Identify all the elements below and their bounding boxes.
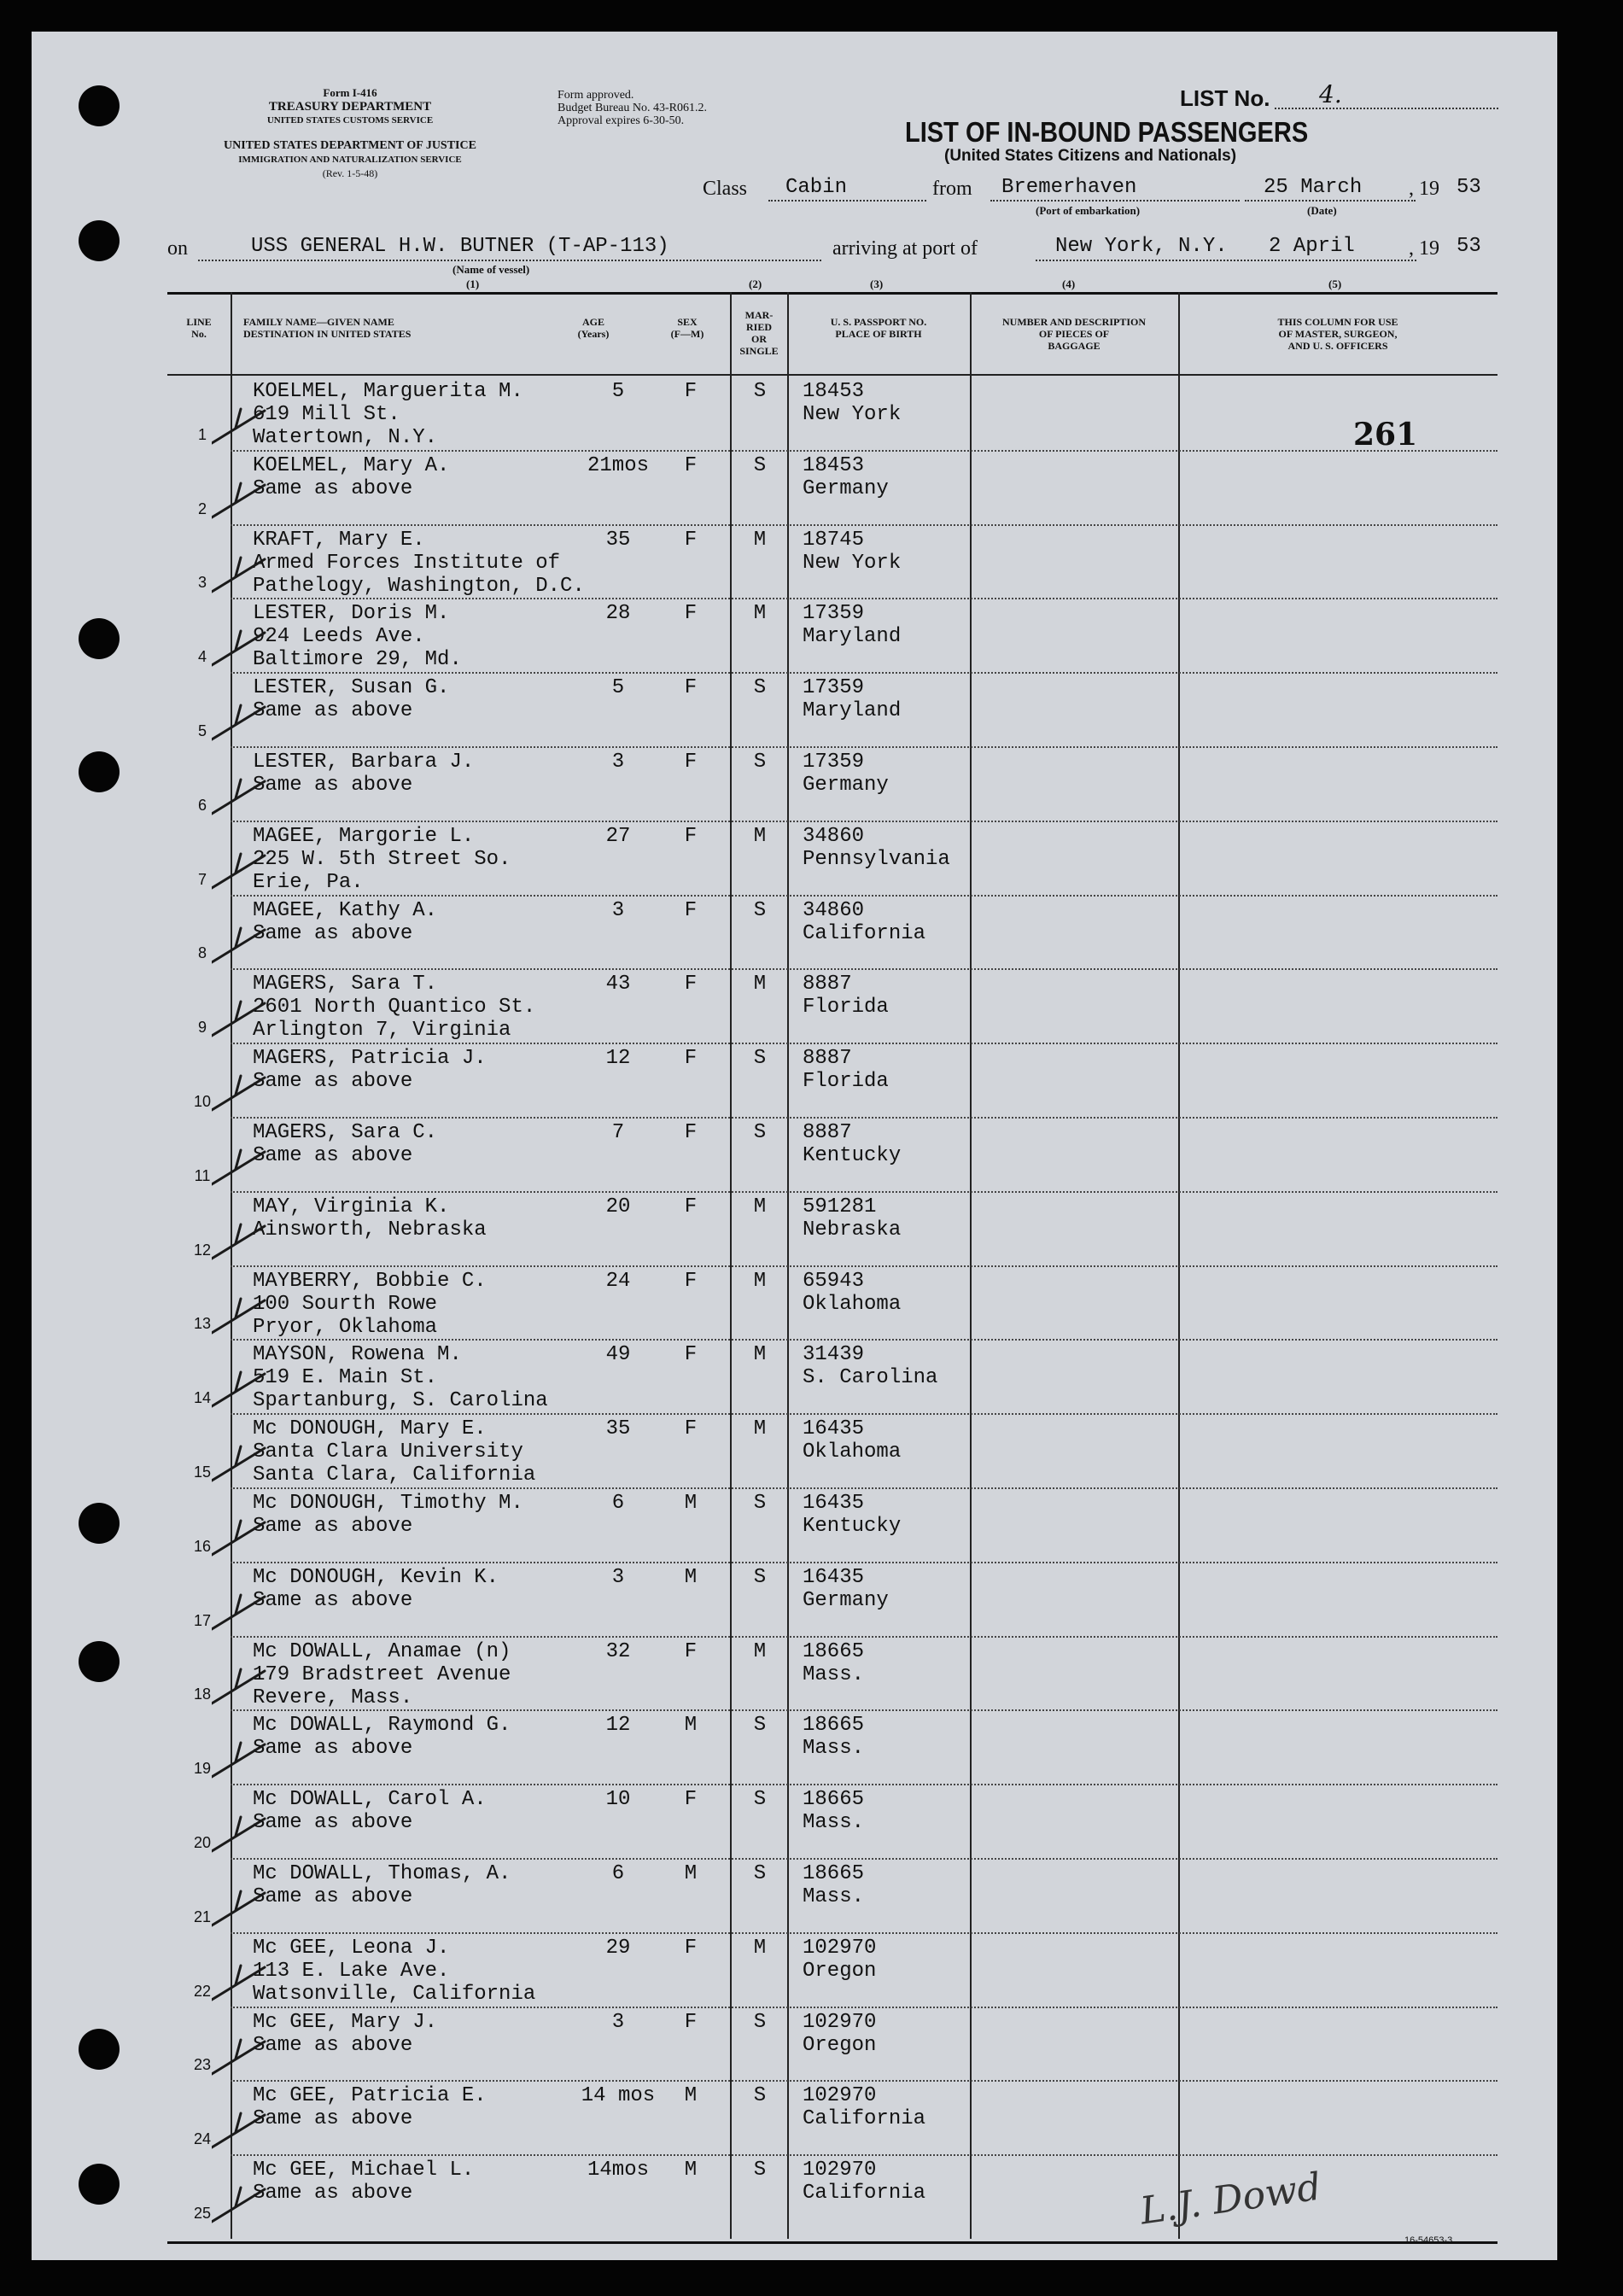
place-of-birth: Kentucky: [803, 1144, 902, 1167]
passenger-sex: F: [684, 751, 698, 774]
arrival-line: [1036, 260, 1416, 261]
treasury-dept: TREASURY DEPARTMENT: [268, 100, 432, 114]
passport-number: 8887: [803, 973, 852, 996]
place-of-birth: Germany: [803, 476, 889, 500]
passenger-name: Mc DONOUGH, Mary E.: [253, 1417, 487, 1441]
passenger-name: MAYBERRY, Bobbie C.: [253, 1269, 487, 1293]
passport-number: 102970: [803, 1936, 877, 1960]
table-row: [167, 1339, 1497, 1413]
passenger-sex: F: [684, 1269, 698, 1293]
approval-line: Budget Bureau No. 43-R061.2.: [558, 102, 707, 114]
marital-status: S: [753, 2010, 767, 2034]
port-caption: (Port of embarkation): [1036, 204, 1141, 217]
line-number: 1: [197, 425, 207, 443]
passport-number: 18665: [803, 1714, 865, 1738]
passenger-address: Armed Forces Institute of: [253, 551, 561, 575]
marital-status: S: [753, 380, 767, 403]
passenger-name: Mc DONOUGH, Timothy M.: [253, 1492, 523, 1515]
passport-number: 8887: [803, 1047, 852, 1071]
place-of-birth: Pennsylvania: [803, 847, 950, 871]
marital-status: M: [753, 602, 767, 626]
marital-status: M: [753, 1343, 767, 1367]
class-line: [768, 200, 926, 202]
place-of-birth: Florida: [803, 996, 889, 1019]
passenger-age: 10: [605, 1788, 631, 1812]
table-row: [167, 1858, 1497, 1932]
passenger-name: MAGERS, Sara T.: [253, 973, 438, 996]
place-of-birth: S. Carolina: [803, 1366, 938, 1390]
passenger-age: 3: [611, 751, 625, 774]
binder-hole: [79, 751, 120, 792]
passenger-age: 49: [605, 1343, 631, 1367]
passenger-age: 27: [605, 824, 631, 848]
officer-signature: L.J. Dowd: [1137, 2165, 1324, 2234]
passport-number: 17359: [803, 676, 865, 700]
place-of-birth: Maryland: [803, 699, 902, 723]
table-row: [167, 2007, 1497, 2081]
depart-year: 53: [1457, 176, 1481, 199]
line-number: 14: [193, 1389, 212, 1407]
line-number: 12: [193, 1241, 212, 1259]
list-no-value: 4.: [1319, 80, 1342, 108]
table-row: [167, 1043, 1497, 1117]
line-number: 6: [197, 796, 207, 814]
year-prefix: , 19: [1409, 178, 1439, 200]
year-prefix: , 19: [1409, 237, 1439, 260]
place-of-birth: New York: [803, 403, 902, 426]
passenger-name: Mc GEE, Leona J.: [253, 1936, 450, 1960]
line-number: 13: [193, 1315, 212, 1333]
passenger-age: 21mos: [587, 453, 649, 477]
passenger-sex: F: [684, 2010, 698, 2034]
marital-status: S: [753, 2084, 767, 2108]
passenger-name: MAGEE, Margorie L.: [253, 824, 475, 848]
approval-line: Form approved.: [558, 89, 634, 102]
line-number: 8: [197, 944, 207, 962]
line-number: 24: [193, 2130, 212, 2148]
from-port: Bremerhaven: [1001, 176, 1137, 199]
place-of-birth: New York: [803, 551, 902, 575]
col-number: (3): [870, 278, 884, 290]
passenger-address: 113 E. Lake Ave.: [253, 1959, 450, 1983]
place-of-birth: Oklahoma: [803, 1292, 902, 1316]
passenger-name: MAGERS, Sara C.: [253, 1121, 438, 1144]
passenger-address: Pathelogy, Washington, D.C.: [253, 574, 585, 598]
col-number: (1): [466, 278, 480, 290]
passenger-address: Pryor, Oklahoma: [253, 1315, 438, 1339]
passenger-sex: F: [684, 1639, 698, 1663]
place-of-birth: Mass.: [803, 1885, 865, 1908]
marital-status: S: [753, 1788, 767, 1812]
vessel-line: [198, 260, 821, 261]
passenger-age: 29: [605, 1936, 631, 1960]
passenger-age: 12: [605, 1047, 631, 1071]
header-name: FAMILY NAME—GIVEN NAME DESTINATION IN UNITED STATES: [243, 316, 412, 340]
passenger-address: Same as above: [253, 2107, 413, 2131]
table-row: [167, 450, 1497, 524]
marital-status: M: [753, 1269, 767, 1293]
passport-number: 31439: [803, 1343, 865, 1367]
place-of-birth: Oklahoma: [803, 1440, 902, 1464]
form-number: Form I-416: [323, 86, 377, 99]
place-of-birth: Mass.: [803, 1662, 865, 1686]
passport-number: 65943: [803, 1269, 865, 1293]
passenger-address: 100 Sourth Rowe: [253, 1292, 438, 1316]
passenger-address: Same as above: [253, 476, 413, 500]
class-label: Class: [703, 178, 748, 200]
col-number: (5): [1328, 278, 1342, 290]
passenger-address: 519 E. Main St.: [253, 1366, 438, 1390]
passenger-age: 32: [605, 1639, 631, 1663]
line-number: 22: [193, 1982, 212, 2000]
place-of-birth: Florida: [803, 1070, 889, 1094]
passenger-age: 5: [611, 676, 625, 700]
marital-status: S: [753, 676, 767, 700]
passenger-age: 12: [605, 1714, 631, 1738]
header-baggage: NUMBER AND DESCRIPTION OF PIECES OF BAGGAGE: [1001, 316, 1147, 352]
passport-number: 102970: [803, 2084, 877, 2108]
revision: (Rev. 1-5-48): [322, 167, 378, 179]
passenger-sex: M: [684, 1862, 698, 1885]
binder-hole: [79, 2164, 120, 2205]
table-row: [167, 376, 1497, 450]
passenger-name: LESTER, Susan G.: [253, 676, 450, 700]
passenger-name: Mc DONOUGH, Kevin K.: [253, 1565, 499, 1589]
marital-status: S: [753, 453, 767, 477]
marital-status: M: [753, 1936, 767, 1960]
line-number: 10: [193, 1092, 212, 1110]
table-row: [167, 1636, 1497, 1710]
passenger-address: Same as above: [253, 921, 413, 945]
passenger-sex: F: [684, 1343, 698, 1367]
date-caption: (Date): [1307, 204, 1337, 217]
passenger-name: MAGERS, Patricia J.: [253, 1047, 487, 1071]
marital-status: S: [753, 1047, 767, 1071]
passenger-address: Spartanburg, S. Carolina: [253, 1389, 548, 1413]
place-of-birth: Oregon: [803, 1959, 877, 1983]
passport-number: 102970: [803, 2159, 877, 2182]
passport-number: 16435: [803, 1565, 865, 1589]
marital-status: S: [753, 751, 767, 774]
passenger-sex: M: [684, 1565, 698, 1589]
passenger-address: Same as above: [253, 2182, 413, 2205]
table-row: [167, 1487, 1497, 1562]
passport-number: 8887: [803, 1121, 852, 1144]
passenger-sex: F: [684, 380, 698, 403]
place-of-birth: Mass.: [803, 1811, 865, 1835]
passenger-address: Revere, Mass.: [253, 1685, 413, 1709]
passport-number: 17359: [803, 751, 865, 774]
passenger-name: Mc GEE, Michael L.: [253, 2159, 475, 2182]
passenger-sex: F: [684, 1417, 698, 1441]
passenger-address: Same as above: [253, 774, 413, 797]
header-line-no: LINE No.: [186, 316, 212, 340]
binder-hole: [79, 220, 120, 261]
line-number: 2: [197, 500, 207, 517]
place-of-birth: Kentucky: [803, 1515, 902, 1538]
passenger-name: MAY, Virginia K.: [253, 1195, 450, 1218]
marital-status: S: [753, 2159, 767, 2182]
line-number: 19: [193, 1760, 212, 1778]
passenger-name: Mc DOWALL, Raymond G.: [253, 1714, 511, 1738]
passenger-address: Arlington 7, Virginia: [253, 1019, 511, 1043]
passenger-address: Erie, Pa.: [253, 870, 364, 894]
table-row: [167, 524, 1497, 599]
passenger-address: Santa Clara, California: [253, 1463, 536, 1487]
passenger-age: 3: [611, 898, 625, 922]
passenger-sex: F: [684, 676, 698, 700]
passport-number: 34860: [803, 824, 865, 848]
passenger-address: Ainsworth, Nebraska: [253, 1218, 487, 1241]
passenger-address: 924 Leeds Ave.: [253, 625, 425, 649]
page-subtitle: (United States Citizens and Nationals): [944, 147, 1237, 165]
passport-number: 18453: [803, 453, 865, 477]
marital-status: M: [753, 1195, 767, 1218]
line-number: 7: [197, 870, 207, 888]
on-label: on: [167, 237, 188, 260]
table-row: [167, 1117, 1497, 1191]
passenger-sex: F: [684, 453, 698, 477]
table-row: [167, 1562, 1497, 1636]
place-of-birth: Germany: [803, 1588, 889, 1612]
page-title: LIST OF IN-BOUND PASSENGERS: [905, 116, 1309, 148]
passenger-address: Same as above: [253, 1144, 413, 1167]
binder-hole: [79, 2029, 120, 2070]
line-number: 21: [193, 1907, 212, 1925]
marital-status: S: [753, 1714, 767, 1738]
table-row: [167, 1191, 1497, 1265]
passenger-age: 35: [605, 528, 631, 552]
line-number: 15: [193, 1463, 212, 1481]
passenger-age: 20: [605, 1195, 631, 1218]
passenger-age: 35: [605, 1417, 631, 1441]
place-of-birth: Nebraska: [803, 1218, 902, 1241]
place-of-birth: Maryland: [803, 625, 902, 649]
passport-number: 591281: [803, 1195, 877, 1218]
arrival-year: 53: [1457, 235, 1481, 258]
from-label: from: [932, 178, 972, 200]
binder-hole: [79, 1503, 120, 1544]
passenger-address: Same as above: [253, 699, 413, 723]
passenger-sex: F: [684, 1788, 698, 1812]
col-number: (2): [749, 278, 762, 290]
line-number: 9: [197, 1019, 207, 1037]
passport-number: 18665: [803, 1639, 865, 1663]
marital-status: S: [753, 1565, 767, 1589]
arrival-date: 2 April: [1269, 235, 1355, 258]
passenger-address: Watertown, N.Y.: [253, 426, 438, 449]
passenger-address: Same as above: [253, 1588, 413, 1612]
passport-number: 16435: [803, 1492, 865, 1515]
marital-status: S: [753, 898, 767, 922]
passenger-address: Same as above: [253, 2033, 413, 2057]
passport-number: 17359: [803, 602, 865, 626]
passenger-age: 6: [611, 1862, 625, 1885]
passenger-name: Mc DOWALL, Thomas, A.: [253, 1862, 511, 1885]
arriving-label: arriving at port of: [832, 237, 978, 260]
line-number: 5: [197, 722, 207, 739]
marital-status: M: [753, 1417, 767, 1441]
class-value: Cabin: [785, 176, 848, 199]
passenger-sex: M: [684, 2159, 698, 2182]
passenger-sex: F: [684, 1047, 698, 1071]
passport-number: 18745: [803, 528, 865, 552]
passenger-age: 3: [611, 1565, 625, 1589]
passenger-age: 43: [605, 973, 631, 996]
marital-status: M: [753, 824, 767, 848]
passenger-name: Mc GEE, Mary J.: [253, 2010, 438, 2034]
table-row: [167, 2080, 1497, 2154]
passenger-sex: M: [684, 1714, 698, 1738]
passenger-sex: M: [684, 1492, 698, 1515]
passenger-address: Same as above: [253, 1811, 413, 1835]
header-sex: SEX (F—M): [670, 316, 704, 340]
depart-date: 25 March: [1264, 176, 1363, 199]
passenger-age: 28: [605, 602, 631, 626]
passenger-sex: F: [684, 973, 698, 996]
passenger-address: 225 W. 5th Street So.: [253, 847, 511, 871]
date-line: [1245, 200, 1416, 202]
passport-number: 18665: [803, 1862, 865, 1885]
passenger-age: 24: [605, 1269, 631, 1293]
line-number: 20: [193, 1833, 212, 1851]
approval-line: Approval expires 6-30-50.: [558, 114, 685, 127]
table-row: [167, 1265, 1497, 1340]
binder-hole: [79, 618, 120, 659]
marital-status: M: [753, 1639, 767, 1663]
passenger-address: Santa Clara University: [253, 1440, 523, 1464]
passenger-address: Same as above: [253, 1885, 413, 1908]
col-number: (4): [1062, 278, 1076, 290]
line-number: 17: [193, 1611, 212, 1629]
passenger-address: Same as above: [253, 1515, 413, 1538]
table-row: [167, 821, 1497, 895]
passenger-name: LESTER, Doris M.: [253, 602, 450, 626]
header-age: AGE (Years): [577, 316, 610, 340]
passenger-sex: F: [684, 1195, 698, 1218]
passenger-address: 2601 North Quantico St.: [253, 996, 536, 1019]
list-no-line: [1275, 108, 1498, 109]
from-line: [990, 200, 1240, 202]
footer-code: 16-54653-3: [1404, 2235, 1453, 2246]
passenger-age: 14 mos: [581, 2084, 656, 2108]
passenger-name: LESTER, Barbara J.: [253, 751, 475, 774]
passenger-name: Mc DOWALL, Anamae (n): [253, 1639, 511, 1663]
line-number: 25: [193, 2204, 212, 2222]
passport-number: 34860: [803, 898, 865, 922]
passenger-age: 6: [611, 1492, 625, 1515]
header-officers: THIS COLUMN FOR USE OF MASTER, SURGEON, AND U. S. OFFICERS: [1277, 316, 1398, 352]
place-of-birth: Oregon: [803, 2033, 877, 2057]
place-of-birth: California: [803, 921, 926, 945]
table-row: [167, 1413, 1497, 1487]
place-of-birth: Germany: [803, 774, 889, 797]
table-row: [167, 746, 1497, 821]
passenger-name: KRAFT, Mary E.: [253, 528, 425, 552]
line-number: 23: [193, 2056, 212, 2074]
customs-service: UNITED STATES CUSTOMS SERVICE: [266, 115, 434, 126]
place-of-birth: California: [803, 2182, 926, 2205]
marital-status: M: [753, 528, 767, 552]
binder-hole: [79, 1641, 120, 1682]
passenger-name: Mc DOWALL, Carol A.: [253, 1788, 487, 1812]
binder-hole: [79, 85, 120, 126]
place-of-birth: California: [803, 2107, 926, 2131]
passenger-sex: F: [684, 1121, 698, 1144]
passenger-name: Mc GEE, Patricia E.: [253, 2084, 487, 2108]
passenger-age: 3: [611, 2010, 625, 2034]
passenger-address: 179 Bradstreet Avenue: [253, 1662, 511, 1686]
passport-number: 18665: [803, 1788, 865, 1812]
justice-dept: UNITED STATES DEPARTMENT OF JUSTICE: [224, 139, 476, 152]
passenger-address: Baltimore 29, Md.: [253, 648, 462, 672]
passenger-name: MAYSON, Rowena M.: [253, 1343, 462, 1367]
passenger-name: KOELMEL, Marguerita M.: [253, 380, 523, 403]
table-row: [167, 1784, 1497, 1858]
table-row: [167, 598, 1497, 672]
line-number: 11: [194, 1166, 211, 1184]
passenger-sex: F: [684, 528, 698, 552]
header-married: MAR- RIED OR SINGLE: [739, 309, 779, 357]
list-no-label: LIST No.: [1180, 85, 1270, 111]
line-number: 16: [193, 1537, 212, 1555]
vessel-name: USS GENERAL H.W. BUTNER (T-AP-113): [251, 235, 669, 258]
passport-number: 102970: [803, 2010, 877, 2034]
passport-number: 18453: [803, 380, 865, 403]
marital-status: S: [753, 1492, 767, 1515]
table-row: [167, 968, 1497, 1043]
passenger-address: 619 Mill St.: [253, 403, 400, 426]
passenger-name: MAGEE, Kathy A.: [253, 898, 438, 922]
passenger-sex: F: [684, 1936, 698, 1960]
passport-number: 16435: [803, 1417, 865, 1441]
line-number: 18: [193, 1685, 212, 1703]
marital-status: M: [753, 973, 767, 996]
place-of-birth: Mass.: [803, 1737, 865, 1761]
passenger-sex: F: [684, 898, 698, 922]
passenger-age: 14mos: [587, 2159, 649, 2182]
marital-status: S: [753, 1862, 767, 1885]
passenger-name: KOELMEL, Mary A.: [253, 453, 450, 477]
table-row: [167, 895, 1497, 969]
table-row: [167, 1709, 1497, 1784]
passenger-sex: F: [684, 602, 698, 626]
line-number: 4: [197, 648, 207, 666]
passenger-sex: F: [684, 824, 698, 848]
vessel-caption: (Name of vessel): [452, 263, 530, 276]
passenger-age: 5: [611, 380, 625, 403]
table-row: [167, 672, 1497, 746]
header-passport: U. S. PASSPORT NO. PLACE OF BIRTH: [830, 316, 927, 340]
stamp-number: 261: [1353, 417, 1418, 453]
ins-service: IMMIGRATION AND NATURALIZATION SERVICE: [238, 155, 462, 165]
marital-status: S: [753, 1121, 767, 1144]
arrival-port: New York, N.Y.: [1055, 235, 1228, 258]
passenger-sex: M: [684, 2084, 698, 2108]
passenger-address: Same as above: [253, 1737, 413, 1761]
line-number: 3: [197, 574, 207, 592]
passenger-age: 7: [611, 1121, 625, 1144]
table-row: [167, 1932, 1497, 2007]
passenger-address: Watsonville, California: [253, 1982, 536, 2006]
passenger-address: Same as above: [253, 1070, 413, 1094]
